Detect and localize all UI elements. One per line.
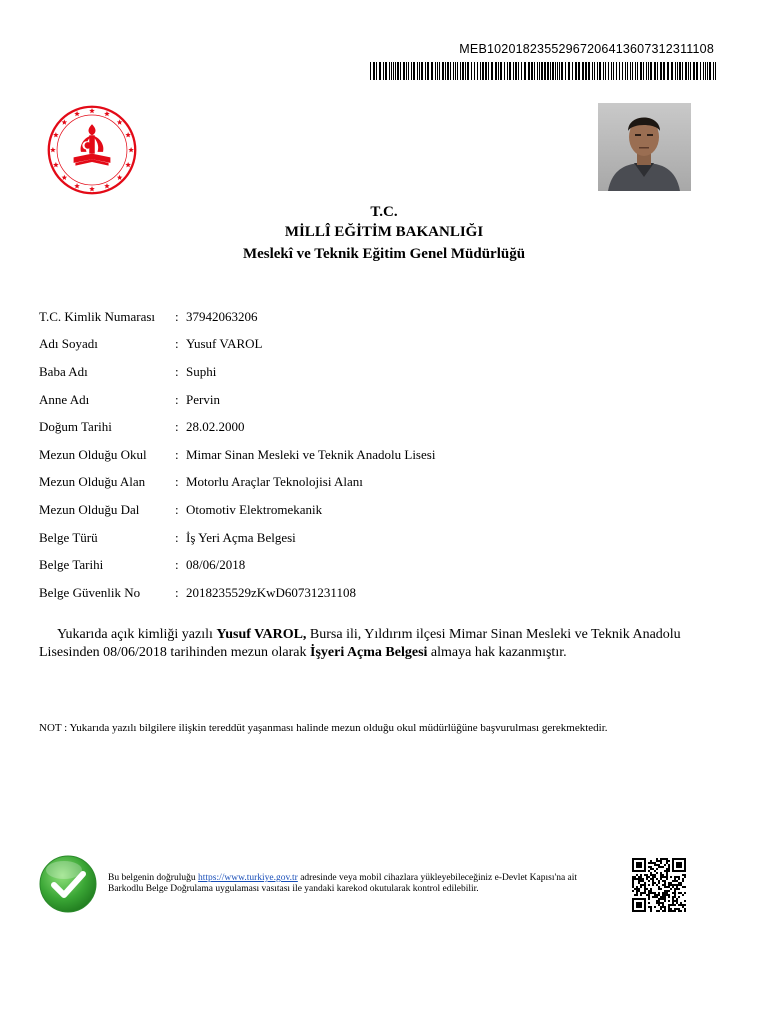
statement-name: Yusuf VAROL, [216, 627, 307, 642]
field-label: Mezun Olduğu Dal [39, 502, 140, 517]
field-value: Mimar Sinan Mesleki ve Teknik Anadolu Lisesi [186, 447, 436, 462]
field-colon: : [175, 309, 179, 324]
field-label: Adı Soyadı [39, 336, 98, 351]
header-tc: T.C. [370, 204, 398, 220]
field-colon: : [175, 419, 179, 434]
field-label: Baba Adı [39, 364, 88, 379]
field-colon: : [175, 474, 179, 489]
field-label: Belge Tarihi [39, 557, 104, 572]
turkiye-gov-link[interactable]: https://www.turkiye.gov.tr [197, 873, 298, 883]
field-colon: : [175, 392, 179, 407]
field-value: İş Yeri Açma Belgesi [186, 530, 296, 545]
field-label: T.C. Kimlik Numarası [39, 309, 156, 324]
field-label: Belge Türü [39, 530, 98, 545]
field-value: 08/06/2018 [186, 557, 246, 572]
field-colon: : [175, 364, 179, 379]
field-colon: : [175, 447, 179, 462]
field-value: 37942063206 [186, 309, 258, 324]
statement-doc-type: İşyeri Açma Belgesi [310, 645, 428, 660]
barcode-image [370, 62, 716, 80]
field-colon: : [175, 336, 179, 351]
field-label: Doğum Tarihi [39, 419, 112, 434]
field-colon: : [175, 502, 179, 517]
qr-code-image [632, 858, 686, 912]
document-code: MEB10201823552967206413607312311108 [459, 42, 714, 56]
checkmark-icon [38, 854, 98, 914]
field-label: Mezun Olduğu Okul [39, 447, 147, 462]
field-value: Yusuf VAROL [186, 336, 263, 351]
field-value: Suphi [186, 364, 217, 379]
field-label: Mezun Olduğu Alan [39, 474, 146, 489]
field-value: Motorlu Araçlar Teknolojisi Alanı [186, 474, 363, 489]
note-text: NOT : Yukarıda yazılı bilgilere ilişkin tereddüt yaşanması halinde mezun olduğu okul müdürlüğüne başvurulması gerekmektedir. [39, 722, 608, 734]
field-label: Belge Güvenlik No [39, 585, 141, 600]
student-photo [598, 103, 691, 191]
field-colon: : [175, 557, 179, 572]
verification-text: Bu belgenin doğruluğu https://www.turkiye.gov.tr adresinde veya mobil cihazlara yükleyebileceğiniz e-Devlet Kapısı'na ait Barkodlu Belge Doğrulama uygulaması vasıtası ile yandaki karekod okutularak kontrol edilebilir. [108, 873, 578, 894]
field-value: Pervin [186, 392, 220, 407]
field-label: Anne Adı [39, 392, 90, 407]
field-value: 28.02.2000 [186, 419, 245, 434]
statement-paragraph: Yukarıda açık kimliği yazılı Yusuf VAROL, Bursa ili, Yıldırım ilçesi Mimar Sinan Mesleki ve Teknik Anadolu Lisesinden 08/06/2018 tarihinden mezun olarak İşyeri Açma Belgesi almaya hak kazanmıştır. [39, 627, 681, 660]
field-colon: : [175, 585, 179, 600]
meb-logo [46, 104, 138, 196]
header-ministry: MİLLÎ EĞİTİM BAKANLIĞI [284, 224, 484, 240]
field-value: Otomotiv Elektromekanik [186, 502, 323, 517]
header-directorate: Meslekî ve Teknik Eğitim Genel Müdürlüğü [242, 246, 526, 262]
field-colon: : [175, 530, 179, 545]
field-value: 2018235529zKwD60731231108 [186, 585, 356, 600]
